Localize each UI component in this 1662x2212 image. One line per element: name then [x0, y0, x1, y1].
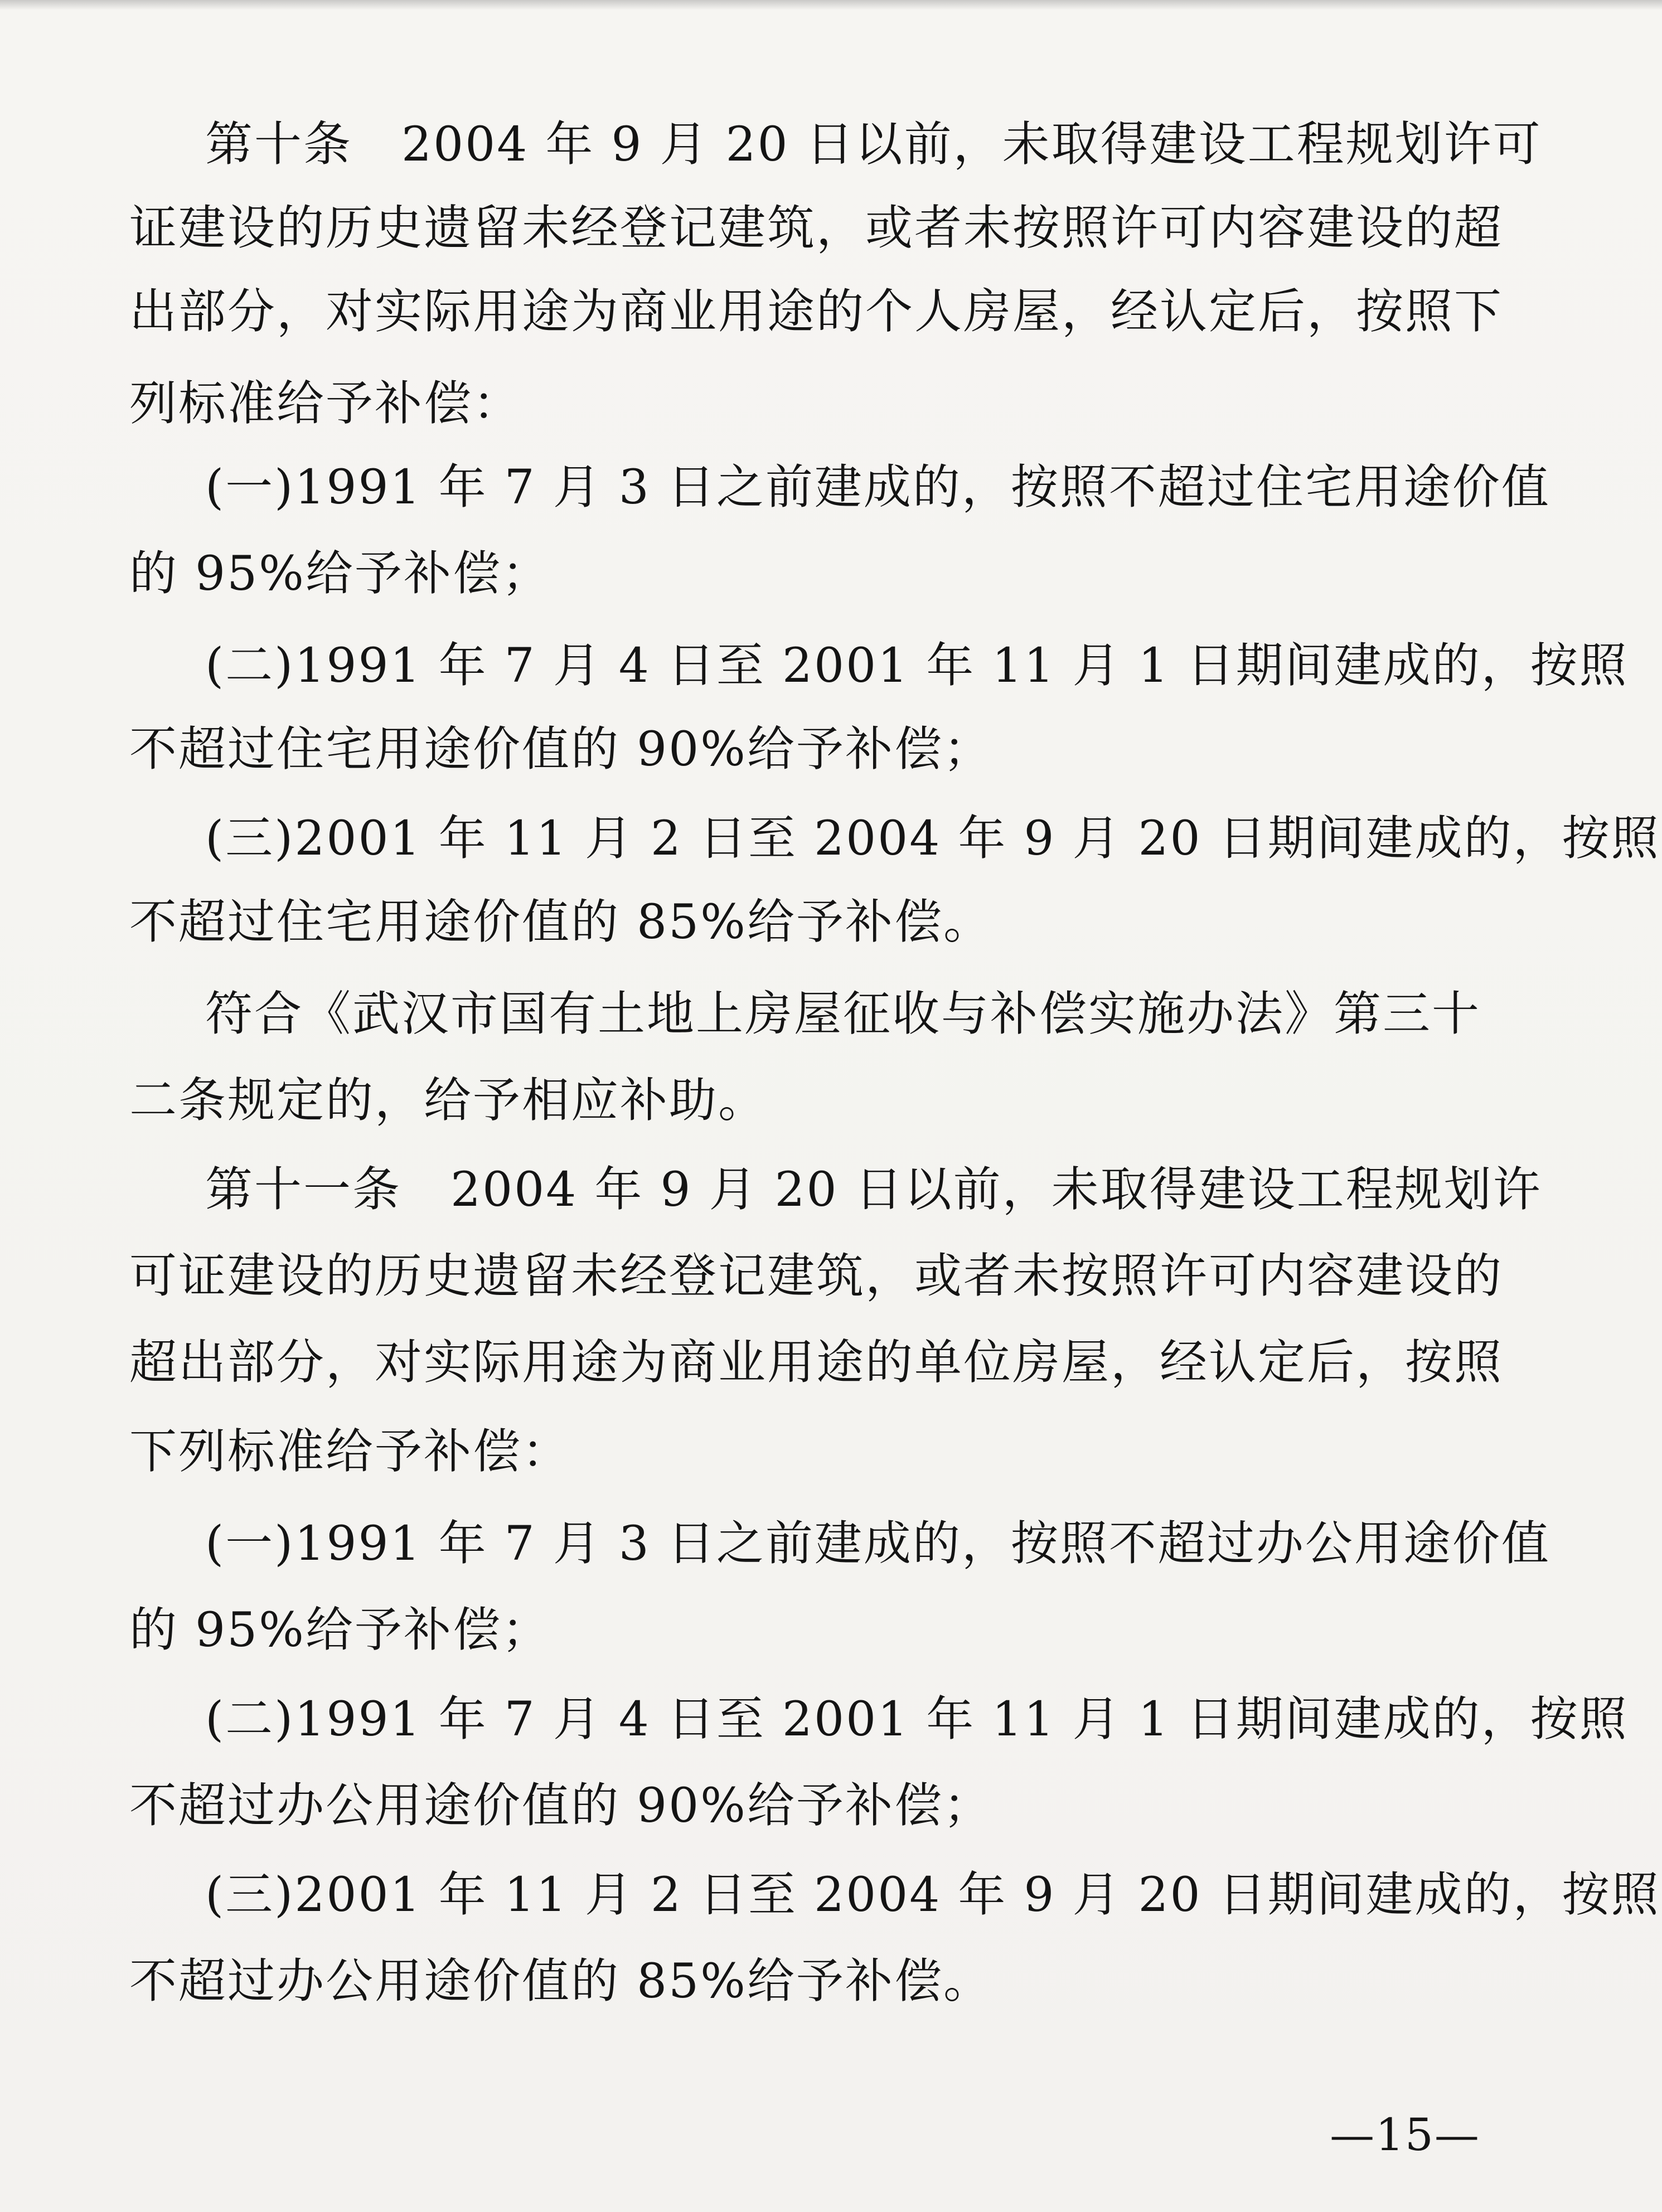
article-11-line-2: 可证建设的历史遗留未经登记建筑，或者未按照许可内容建设的	[129, 1249, 1504, 1304]
article-10-line-2: 证建设的历史遗留未经登记建筑，或者未按照许可内容建设的超	[129, 201, 1504, 256]
article-11-item-1-line-2: 的 95%给予补偿；	[129, 1603, 551, 1658]
article-11-item-3-line-2: 不超过办公用途价值的 85%给予补偿。	[129, 1954, 992, 2009]
article-11-line-4: 下列标准给予补偿：	[129, 1424, 571, 1479]
article-10-item-1-line-1: (一)1991 年 7 月 3 日之前建成的，按照不超过住宅用途价值	[205, 460, 1550, 515]
article-10-subsidy-line-2: 二条规定的，给予相应补助。	[129, 1073, 768, 1128]
article-11-line-1: 第十一条 2004 年 9 月 20 日以前，未取得建设工程规划许	[205, 1162, 1542, 1217]
article-10-item-1-line-2: 的 95%给予补偿；	[129, 546, 551, 601]
article-10-item-3-line-1: (三)2001 年 11 月 2 日至 2004 年 9 月 20 日期间建成的，按照	[205, 811, 1660, 866]
article-11-line-3: 超出部分，对实际用途为商业用途的单位房屋，经认定后，按照	[129, 1335, 1504, 1390]
article-10-subsidy-line-1: 符合《武汉市国有土地上房屋征收与补偿实施办法》第三十	[205, 987, 1481, 1042]
article-11-item-1-line-1: (一)1991 年 7 月 3 日之前建成的，按照不超过办公用途价值	[205, 1516, 1550, 1571]
article-11-item-3-line-1: (三)2001 年 11 月 2 日至 2004 年 9 月 20 日期间建成的，按照	[205, 1867, 1660, 1923]
article-10-item-2-line-1: (二)1991 年 7 月 4 日至 2001 年 11 月 1 日期间建成的，按照	[205, 638, 1629, 693]
article-11-item-2-line-1: (二)1991 年 7 月 4 日至 2001 年 11 月 1 日期间建成的，按照	[205, 1692, 1629, 1747]
article-10-line-1: 第十条 2004 年 9 月 20 日以前，未取得建设工程规划许可	[205, 117, 1542, 172]
article-10-line-3: 出部分，对实际用途为商业用途的个人房屋，经认定后，按照下	[129, 284, 1504, 339]
article-10-item-3-line-2: 不超过住宅用途价值的 85%给予补偿。	[129, 895, 992, 950]
article-11-item-2-line-2: 不超过办公用途价值的 90%给予补偿；	[129, 1778, 992, 1833]
article-10-item-2-line-2: 不超过住宅用途价值的 90%给予补偿；	[129, 722, 992, 777]
page-number: —15—	[1330, 2109, 1480, 2161]
article-10-line-4: 列标准给予补偿：	[129, 376, 522, 431]
